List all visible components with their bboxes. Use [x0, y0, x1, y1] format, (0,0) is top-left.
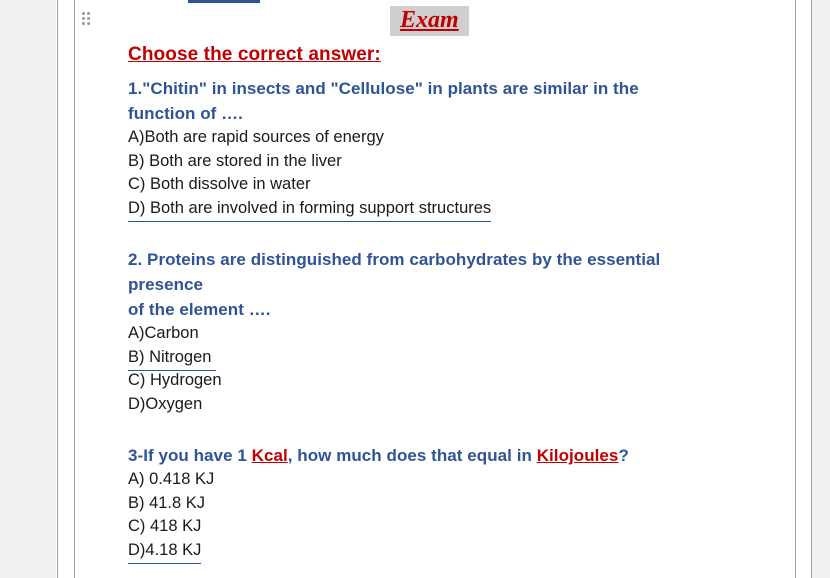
question-2-option-d[interactable]: D)Oxygen [128, 394, 203, 413]
question-3-option-c[interactable]: C) 418 KJ [128, 517, 202, 535]
question-1-option-c-row [128, 173, 768, 197]
question-block-2 [128, 247, 768, 416]
page-rule-right-inner [795, 0, 796, 578]
right-gutter [812, 0, 830, 578]
question-1-option-a[interactable]: A)Both are rapid sources of energy [128, 128, 384, 146]
question-3-option-b[interactable]: B) 41.8 KJ [128, 493, 206, 512]
question-2-option-d-row [128, 393, 768, 417]
question-1-stem-line-2: function of …. [128, 104, 243, 123]
question-3-option-a-row [128, 468, 768, 492]
question-3-option-b-row [128, 492, 768, 516]
question-1-stem-line-1: 1."Chitin" in insects and "Cellulose" in plants are similar in the [128, 79, 639, 98]
question-2-option-b[interactable]: B) Nitrogen [128, 346, 216, 372]
question-2-option-a[interactable]: A)Carbon [128, 324, 199, 342]
question-2-stem-line-2: presence [128, 275, 204, 294]
page-rule-left-inner [74, 0, 75, 578]
question-3-option-c-row [128, 515, 768, 539]
question-2-option-c[interactable]: C) Hydrogen [128, 371, 222, 389]
question-2-option-c-row [128, 369, 768, 393]
page-title: Exam [390, 6, 469, 36]
question-1-option-c[interactable]: C) Both dissolve in water [128, 175, 311, 193]
question-2-stem-line-1: 2. Proteins are distinguished from carbohydrates by the essential [128, 250, 661, 269]
question-2-option-b-row [128, 346, 768, 370]
question-1-option-b[interactable]: B) Both are stored in the liver [128, 151, 342, 170]
question-2-option-a-row [128, 322, 768, 346]
question-3-term-kcal: Kcal [251, 446, 288, 465]
question-3-term-kilojoules: Kilojoules [536, 446, 619, 465]
instruction-text: Choose the correct answer: [128, 44, 381, 65]
question-1-option-d[interactable]: D) Both are involved in forming support structures [128, 197, 491, 223]
page-rule-right-outer [811, 0, 812, 578]
question-block-3 [128, 443, 768, 562]
question-3-stem-part-3: , how much does that equal in [287, 446, 537, 465]
question-3-option-a[interactable]: A) 0.418 KJ [128, 470, 215, 488]
question-1-option-a-row [128, 126, 768, 150]
document-content [128, 0, 788, 578]
left-gutter [0, 0, 56, 578]
page-rule-left-outer [57, 0, 58, 578]
question-3-option-d[interactable]: D)4.18 KJ [128, 539, 201, 565]
question-3-stem [128, 443, 768, 468]
question-3-stem-part-1: 3-If you have 1 [128, 446, 252, 465]
question-1-option-b-row [128, 150, 768, 174]
question-2-stem-line-3: of the element …. [128, 300, 271, 319]
question-3-stem-part-5: ? [618, 446, 629, 465]
question-3-option-d-row [128, 539, 768, 563]
question-block-1 [128, 76, 768, 220]
question-1-option-d-row [128, 197, 768, 221]
drag-handle-icon[interactable] [82, 12, 94, 26]
